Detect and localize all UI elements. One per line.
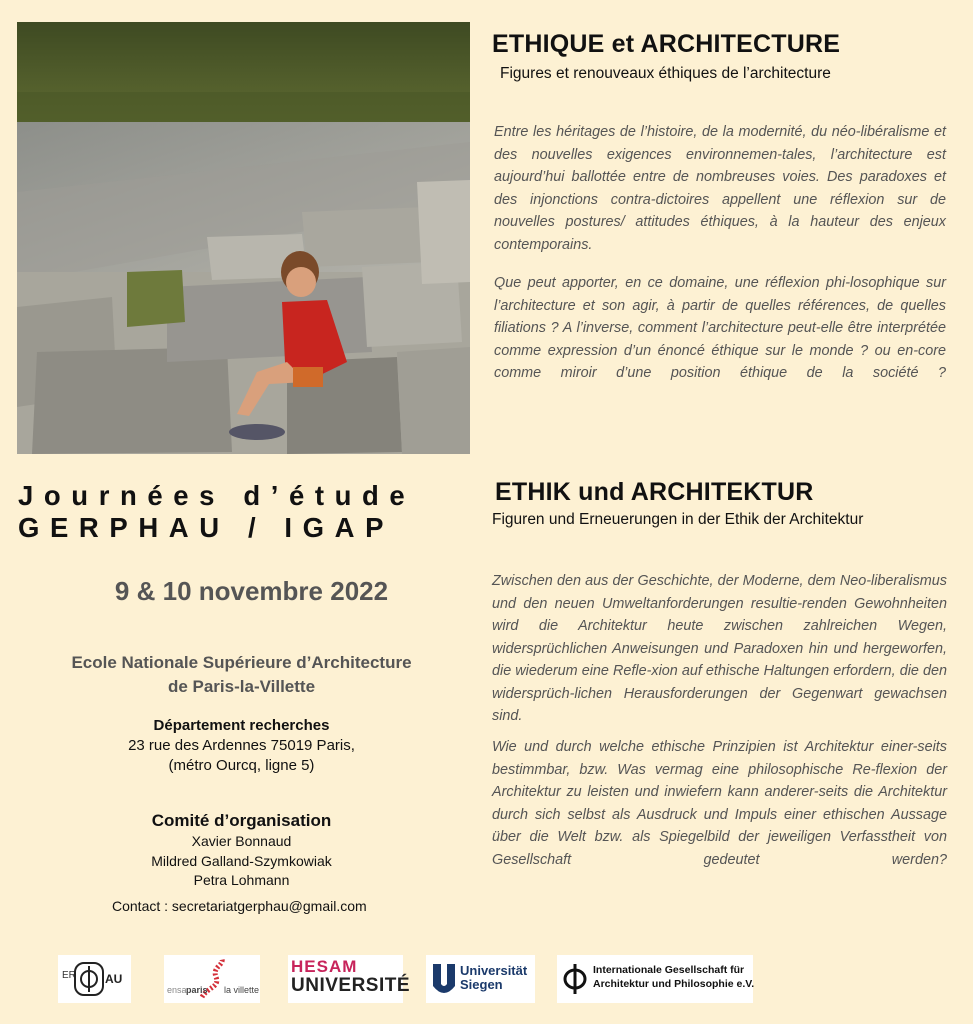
committee-member: Petra Lohmann — [193, 872, 290, 888]
german-paragraph-2: Wie und durch welche ethische Prinzipien ist Architektur einer-seits bestimmbar, bzw. Was vermag eine philosophische Re-flexion der Architektur zu leisten und inwiefern kann anderer-seits die Architektur durch sich selbst als Ausdruck und Impuls einer ethischen Aussage über die Welt bzw. als Spiegelbild der jeweiligen Verfasstheit von Gesellschaft gedeutet werden? — [492, 739, 947, 868]
german-paragraph-1: Zwischen den aus der Geschichte, der Moderne, dem Neo-liberalismus und den neuen Umweltanforderungen resultie-renden Gewohnheiten wird die Architektur heute zwischen zahlreichen Wegen, widersprüchlichen Anweisungen und Paradoxen hin und hergeworfen, die wiederum eine Refle-xion auf ethische Haltungen erfordern, die den widersprüch-lichen Herausforderungen der Gegenwart gewachsen sind. — [492, 573, 947, 724]
universitat-siegen-logo — [426, 955, 535, 1003]
gerphau-logo-er: ER — [62, 970, 76, 981]
committee-member: Xavier Bonnaud — [191, 833, 292, 849]
address: 23 rue des Ardennes 75019 Paris, — [128, 737, 355, 754]
french-title: ETHIQUE et ARCHITECTURE — [492, 30, 841, 58]
gerphau-logo — [58, 955, 131, 1003]
photo-child-on-stones — [17, 22, 470, 454]
phi-icon — [74, 962, 104, 996]
french-paragraph-1: Entre les héritages de l’histoire, de la modernité, du néo-libéralisme et des nouvelles exigences environnemen-tales, l’architecture est aujourd’hui ballottée entre de nombreuses voies. Des paradoxes et des injonctions contra-dictoires appellent une réflexion sur de nouvelles postures/ attitudes éthiques, à la hauteur des enjeux contemporains. — [494, 124, 946, 253]
french-paragraph-2: Que peut apporter, en ce domaine, une réflexion phi-losophique sur l’architecture et son agir, à partir de quelles références, de quelles filiations ? A l’inverse, comment l’architecture peut-elle être interprétée comme expression d’un énoncé éthique sur le monde ? ou en-core comme miroir d’une position éthique de la société ? — [494, 275, 946, 381]
gerphau-logo-au: AU — [105, 972, 123, 986]
committee-title: Comité d’organisation — [151, 811, 332, 830]
universite-label: UNIVERSITÉ — [291, 975, 411, 996]
event-date: 9 & 10 novembre 2022 — [114, 576, 389, 606]
event-heading-line-2: GERPHAU / IGAP — [18, 512, 395, 543]
igap-logo — [557, 955, 753, 1003]
department-address — [0, 716, 483, 776]
school-name-line-2: de Paris-la-Villette — [167, 677, 316, 696]
siegen-label: Universität Siegen — [460, 963, 528, 992]
metro-info: (métro Ourcq, ligne 5) — [168, 757, 315, 774]
contact-email[interactable]: Contact : secretariatgerphau@gmail.com — [112, 898, 367, 914]
hesam-label: HESAM — [291, 957, 358, 976]
department-title: Département recherches — [153, 717, 330, 734]
phi-icon — [561, 962, 589, 996]
siegen-u-icon — [430, 962, 458, 996]
event-heading-line-1: Journées d’étude — [18, 480, 416, 511]
german-title: ETHIK und ARCHITEKTUR — [495, 478, 814, 506]
german-subtitle: Figuren und Erneuerungen in der Ethik der Architektur — [492, 511, 864, 528]
igap-label: Internationale Gesellschaft für Architektur und Philosophie e.V. — [593, 964, 755, 990]
ensa-villette-label: la villette — [224, 985, 260, 995]
committee — [0, 810, 483, 891]
ensa-paris-label: paris — [186, 985, 208, 995]
french-subtitle: Figures et renouveaux éthiques de l’architecture — [500, 65, 831, 82]
ensa-label: ensa — [167, 985, 187, 995]
school-name — [0, 651, 483, 699]
event-heading — [18, 480, 415, 544]
ensa-paris-la-villette-logo — [164, 955, 260, 1003]
school-name-line-1: Ecole Nationale Supérieure d’Architecture — [71, 653, 412, 672]
committee-member: Mildred Galland-Szymkowiak — [151, 852, 332, 869]
hesam-universite-logo — [288, 955, 411, 1003]
